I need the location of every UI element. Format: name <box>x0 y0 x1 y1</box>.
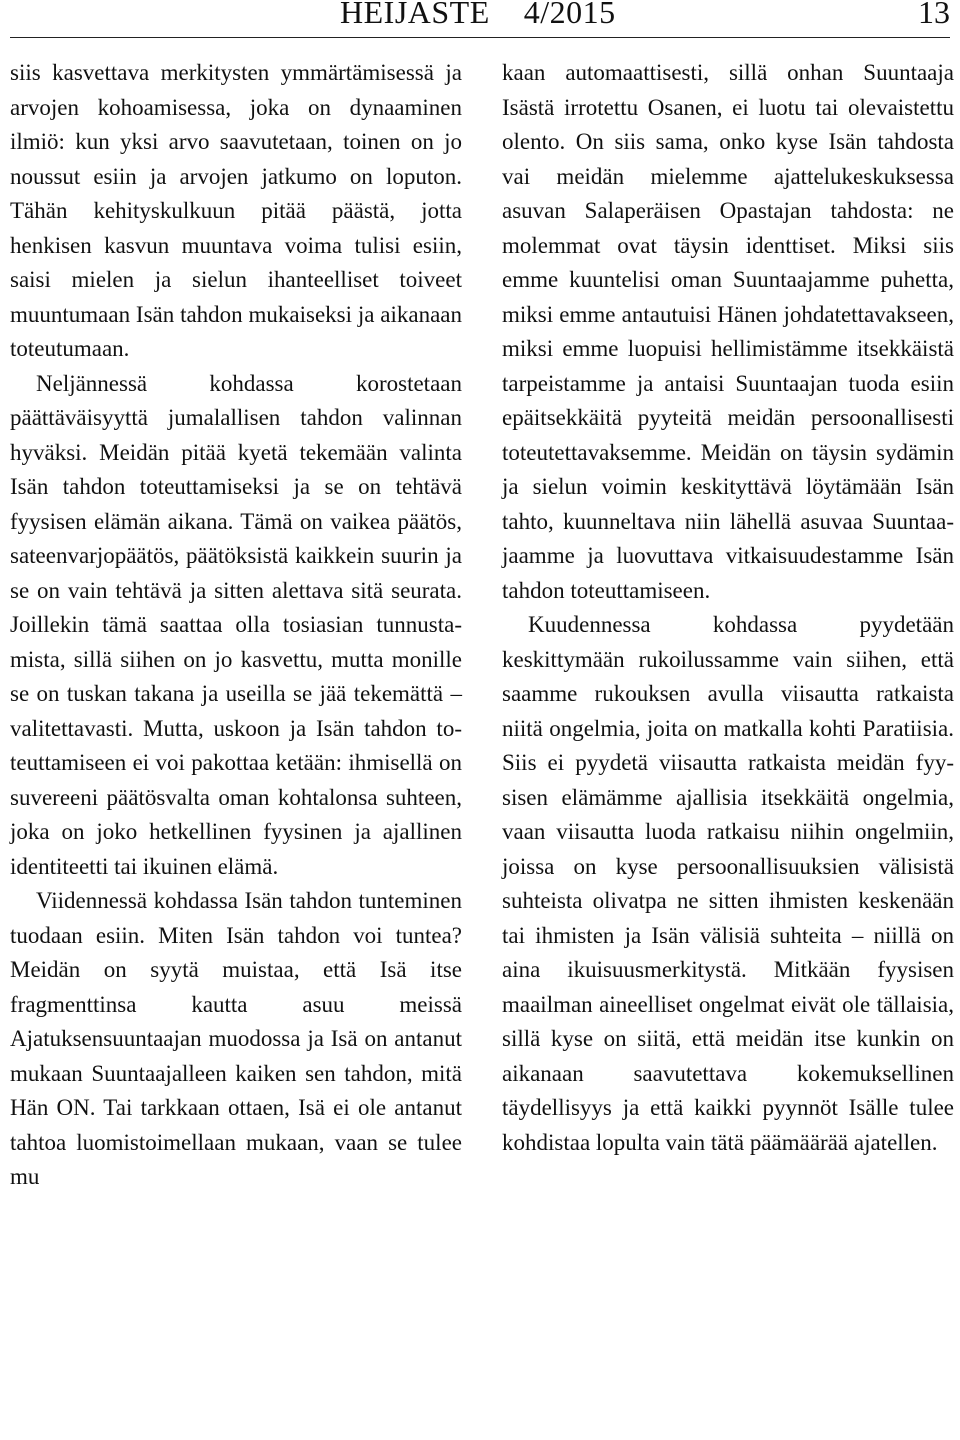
page-number: 13 <box>918 0 950 30</box>
paragraph: Viidennessä kohdassa Isän tahdon tunteminen tuodaan esiin. Miten Isän tahdon voi tuntea? Meidän on syytä muistaa, että Isä itse fragmenttinsa kautta asuu meissä Ajatuksensuuntaajan muodossa ja Isä on antanut mukaan Suuntaajalleen kaiken sen tahdon, mitä Hän ON. Tai tarkkaan ottaen, Isä ei ole antanut tahtoa luomistoimellaan mukaan, vaan se tulee mu <box>10 888 462 1189</box>
page-header <box>10 0 950 32</box>
header-rule <box>10 37 950 38</box>
publication-title: HEIJASTE 4/2015 <box>340 0 616 30</box>
paragraph: siis kasvettava merkitysten ymmärtämisessä ja arvojen kohoamisessa, joka on dynaaminen ilmiö: kun yksi arvo saavutetaan, toinen on jo noussut esiin ja arvojen jatkumo on loputon. Tähän kehityskulkuun pitää päästä, jotta henkisen kasvun muuntava voima tulisi esiin, saisi mielen ja sielun ihanteelliset toiveet muuntumaan Isän tahdon mukaiseksi ja aikanaan toteutumaan. <box>10 60 462 361</box>
paragraph: Neljännessä kohdassa korostetaan päättäväisyyttä jumalallisen tahdon valinnan hyväksi. Meidän pitää kyetä tekemään valinta Isän tahdon toteuttamiseksi ja se on tehtävä fyysisen elämän aikana. Tämä on vaikea päätös, sateenvarjopäätös, päätöksistä kaikkein suurin ja se on vain tehtävä ja sitten alettava sitä seurata. Joillekin tämä saattaa olla tosiasian tunnustamista, sillä siihen on jo kasvettu, mutta monille se on tuskan takana ja useilla se jää tekemättä – valitettavasti. Mutta, uskoon ja Isän tahdon toteuttamiseen ei voi pakottaa ketään: ihmisellä on suvereeni päätösvalta oman kohtalonsa suhteen, joka on joko hetkellinen fyysinen ja ajallinen identiteetti tai ikuinen elämä. <box>10 370 462 879</box>
right-column <box>502 56 954 1160</box>
left-column <box>10 56 462 1195</box>
paragraph: kaan automaattisesti, sillä onhan Suuntaaja Isästä irrotettu Osanen, ei luotu tai olevaistettu olento. On siis sama, onko kyse Isän tahdosta vai meidän mielemme ajattelukeskuksessa asuvan Salaperäisen Opastajan tahdosta: ne molemmat ovat täysin identtiset. Miksi siis emme kuuntelisi oman Suuntaajamme puhetta, miksi emme antautuisi Hänen johdatettavakseen, miksi emme luopuisi hellimistämme itsekkäistä tarpeistamme ja antaisi Suuntaajan tuoda esiin epäitsekkäitä pyyteitä meidän persoonallisesti toteutettavaksemme. Meidän on täysin sydämin ja sielun voimin keskityttävä löytämään Isän tahto, kuunneltava niin lähellä asuvaa Suuntaajaamme ja luovuttava vitkaisuudestamme Isän tahdon toteuttamiseen. <box>502 60 954 603</box>
paragraph: Kuudennessa kohdassa pyydetään keskittymään rukoilussamme vain siihen, että saamme rukouksen avulla viisautta ratkaista niitä ongelmia, joita on matkalla kohti Paratiisia. Siis ei pyydetä viisautta ratkaista meidän fyysisen elämämme ajallisia itsekkäitä ongelmia, vaan viisautta luoda ratkaisu niihin ongelmiin, joissa on kyse persoonallisuuksien välisistä suhteista olivatpa ne sitten ihmisten keskenään tai ihmisten ja Isän välisiä suhteita – niillä on aina ikuisuusmerkitystä. Mitkään fyysisen maailman aineelliset ongelmat eivät ole tällaisia, sillä kyse on siitä, että meidän itse kunkin on aikanaan saavutettava kokemuksellinen täydellisyys ja että kaikki pyynnöt Isälle tulee kohdistaa lopulta vain tätä päämäärää ajatellen. <box>502 612 954 1155</box>
